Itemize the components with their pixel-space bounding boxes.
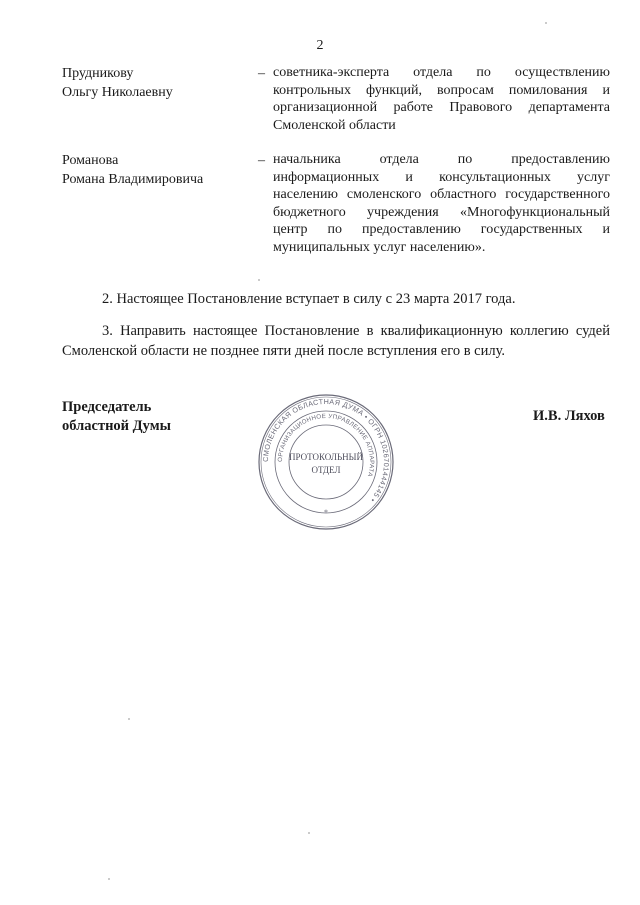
seal-inner-text: ОРГАНИЗАЦИОННОЕ УПРАВЛЕНИЕ АППАРАТА (276, 412, 376, 478)
person-given-names: Ольгу Николаевну (62, 85, 173, 100)
paragraph-send-to-collegium: 3. Направить настоящее Постановление в квалификационную коллегию судей Смоленской области не позднее пяти дней после вступления его в силу. (62, 323, 610, 359)
entry-dash: – (258, 153, 265, 168)
person-given-names: Романа Владимировича (62, 172, 204, 187)
scan-speck (258, 279, 260, 281)
paragraph-effective-date: 2. Настоящее Постановление вступает в силу с 23 марта 2017 года. (102, 291, 516, 307)
seal-center-line1: ПРОТОКОЛЬНЫЙ (289, 452, 363, 462)
seal-center-line2: ОТДЕЛ (311, 465, 341, 475)
person-surname: Прудникову (62, 66, 134, 81)
scan-speck (128, 718, 130, 720)
person-name (62, 64, 252, 102)
scan-speck (545, 22, 547, 24)
entry-dash: – (258, 66, 265, 81)
seal-star-icon: * (324, 508, 328, 517)
signatory-title-line2: областной Думы (62, 418, 171, 434)
position-description: советника-эксперта отдела по осуществлению контрольных функций, вопросам помилования и организационной работе Правового департамента Смоленской области (273, 65, 610, 133)
appointment-entry (62, 64, 610, 134)
position-description: начальника отдела по предоставлению информационных и консультационных услуг населению смоленского областного государственного бюджетного учреждения «Многофункциональный центр по предоставлению государственных и муниципальных услуг населению». (273, 152, 610, 255)
page-number: 2 (316, 38, 324, 53)
seal-outer-text: СМОЛЕНСКАЯ ОБЛАСТНАЯ ДУМА • ОГРН 1026701444145 • (260, 396, 392, 505)
person-name (62, 151, 252, 189)
scan-speck (308, 832, 310, 834)
signatory-title (62, 398, 171, 436)
appointment-entry (62, 151, 610, 276)
scan-speck (108, 878, 110, 880)
signatory-title-line1: Председатель (62, 399, 152, 415)
person-surname: Романова (62, 153, 119, 168)
signatory-name: И.В. Ляхов (533, 408, 605, 424)
official-seal (256, 392, 396, 532)
